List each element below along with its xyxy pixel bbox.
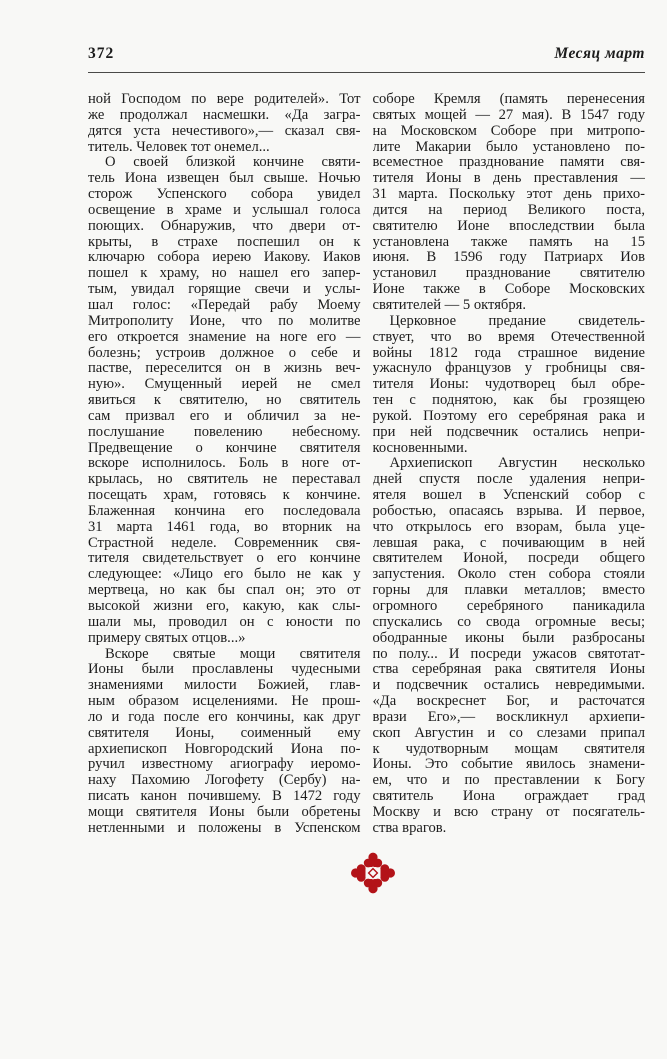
text-line: ствует, что во время Отечественной (372, 329, 645, 345)
text-line: явиться к святителю, но святитель (88, 393, 361, 409)
text-line: О своей близкой кончине святи- (105, 155, 361, 171)
text-line: святителя Ионы, соименный ему (88, 725, 361, 741)
text-line: войны 1812 года страшное видение (372, 345, 645, 361)
text-line: поющих. Обнаружив, что двери от- (88, 218, 361, 234)
text-line: тен с поднятою, как бы грозящею (372, 393, 645, 409)
text-line: ем, что и по преставлении к Богу (372, 773, 645, 789)
text-line: левшая рака, с почивающим в ней (372, 535, 645, 551)
text-line: ужаснуло французов у гробницы свя- (372, 361, 645, 377)
text-line: крылась, но святитель не переставал (88, 472, 361, 488)
running-title: Месяц март (554, 45, 645, 62)
text-line: к чудотворным мощам святителя (372, 741, 645, 757)
text-line: 31 марта. Поскольку этот день прихо- (372, 187, 645, 203)
text-line: писать канон почившему. В 1472 году (88, 789, 361, 805)
text-line: Ионы были прославлены чудесными (88, 662, 361, 678)
text-line: ную». Смущенный иерей не смел (88, 377, 361, 393)
text-line: Блаженная кончина его последовала (88, 503, 361, 519)
text-line: горны для плавки металлов; вместо (372, 583, 645, 599)
text-line: тителя свидетельствует о его кончине (88, 551, 361, 567)
text-line: июня. В 1596 году Патриарх Иов (372, 250, 645, 266)
text-line: Митрополиту Ионе, что по молитве (88, 313, 361, 329)
page-header (88, 45, 645, 63)
text-line: при ней подсвечник остались непри- (372, 424, 645, 440)
text-line: болезнь; устроив должное о себе и (88, 345, 361, 361)
text-line: тель Иона извещен был свыше. Ночью (88, 171, 361, 187)
text-line: Ионы. Это событие явилось знамени- (372, 757, 645, 773)
text-line: на Московском Соборе при митропо- (372, 123, 645, 139)
text-line: ства врагов. (372, 820, 447, 836)
text-line: лите Макарии было установлено по- (372, 139, 645, 155)
text-line: же продолжал насмешки. «Да загра- (88, 107, 361, 123)
text-line: «Да воскреснет Бог, и расточатся (372, 694, 645, 710)
text-line: что открылось его взорам, была уце- (372, 519, 645, 535)
text-line: Церковное предание свидетель- (389, 313, 645, 329)
text-line: святителю Ионе впоследствии была (372, 218, 645, 234)
text-line: Архиепископ Августин несколько (389, 456, 645, 472)
text-line: рукой. Поэтому его серебряная рака и (372, 408, 645, 424)
text-line: следующее: «Лицо его было не как у (88, 567, 361, 583)
text-line: высокой жизни его, какую, как слы- (88, 599, 361, 614)
text-line: 31 марта 1461 года, во вторник на (88, 519, 361, 535)
text-line: шали мы, проводил он с юности по (88, 614, 361, 630)
text-line: мощи святителя Ионы были обретены (88, 804, 361, 820)
header-rule (88, 72, 645, 73)
text-line: скоп Августин и со слезами припал (372, 725, 645, 741)
text-line: вскоре исполнилось. Боль в ноге от- (88, 456, 361, 472)
text-line: святителем Ионой, посреди общего (372, 551, 645, 567)
text-line: Страстной неделе. Современник свя- (88, 535, 361, 551)
text-line: ятеля вошел в Успенский собор с (372, 488, 645, 504)
text-line: пастве, переселится он в жизнь веч- (88, 361, 361, 377)
text-line: дится на период Великого поста, (372, 202, 645, 218)
text-line: робостью, опасаясь взрыва. И первое, (372, 503, 645, 519)
text-line: спускались со свода огромные весы; (372, 614, 645, 630)
text-line: всеместное празднование памяти свя- (372, 155, 645, 171)
text-line: Москву и всю страну от посягатель- (372, 804, 645, 820)
text-line: ства серебряная рака святителя Ионы (372, 662, 645, 678)
text-line: ключарю собора иерею Иакову. Иаков (88, 250, 361, 266)
text-line: знамениями милости Божией, глав- (88, 678, 361, 694)
text-line: тым, увидал горящие свечи и услы- (88, 282, 361, 298)
text-line: мертвеца, но как бы спал он; это от (88, 583, 361, 599)
text-line: ободранные иконы были разбросаны (372, 630, 645, 646)
text-line: святых мощей — 27 мая). В 1547 году (372, 107, 645, 123)
text-line: посещать храм, готовясь к кончине. (88, 488, 361, 504)
text-line: косновенными. (372, 440, 468, 456)
text-line: Предвещение о кончине святителя (88, 440, 361, 456)
text-line: примеру святых отцов...» (88, 630, 246, 646)
text-line: дней спустя после удаления непри- (372, 472, 645, 488)
text-line: врази Его»,— воскликнул архиепи- (372, 709, 645, 725)
text-line: тителя Ионы в день преставления — (372, 171, 645, 187)
text-line: сам призвал его и обличил за не- (88, 408, 361, 424)
text-line: соборе Кремля (память перенесения (372, 92, 645, 107)
text-line: и подсвечник остались невредимыми. (372, 678, 645, 694)
text-line: святитель Иона ограждает град (372, 789, 645, 805)
text-line: запустения. Около стен собора стояли (372, 567, 645, 583)
text-line: наху Пахомию Логофету (Сербу) на- (88, 773, 361, 789)
text-line: дятся уста нечестивого»,— сказал свя- (88, 123, 361, 139)
text-line: Ионе также в Соборе Московских (372, 282, 645, 298)
floral-cross-rosette-icon (349, 851, 397, 895)
text-line: ным образом исцелениями. Не прош- (88, 694, 361, 710)
text-line: установлена также память на 15 (372, 234, 645, 250)
text-line: шал голос: «Передай рабу Моему (88, 297, 361, 313)
text-line: титель. Человек тот онемел... (88, 139, 270, 155)
text-line: тителя Ионы: чудотворец был обре- (372, 377, 645, 393)
text-line: сторож Успенского собора увидел (88, 187, 361, 203)
text-line: крыты, в страхе поспешил он к (88, 234, 361, 250)
page-number: 372 (88, 45, 115, 62)
text-line: огромного серебряного паникадила (372, 599, 645, 614)
text-line: его откроется знамение на ноге его — (88, 329, 361, 345)
right-column (373, 92, 646, 837)
text-line: нетленными и положены в Успенском (88, 820, 361, 836)
text-line: святителей — 5 октября. (372, 297, 527, 313)
text-line: ной Господом по вере родителей». Тот (88, 92, 361, 107)
text-columns (88, 92, 645, 837)
text-line: освещение в храме и услышал голоса (88, 202, 361, 218)
text-line: по полу... И посреди ужасов святотат- (372, 646, 645, 662)
text-line: Вскоре святые мощи святителя (105, 646, 361, 662)
text-line: ручил известному агиографу иеромо- (88, 757, 361, 773)
left-column (88, 92, 361, 837)
text-line: ло и года после его кончины, как друг (88, 709, 361, 725)
text-line: установил празднование святителю (372, 266, 645, 282)
text-line: послушание повелению небесному. (88, 424, 361, 440)
text-line: пошел к храму, но нашел его запер- (88, 266, 361, 282)
text-line: архиепископ Новгородский Иона по- (88, 741, 361, 757)
